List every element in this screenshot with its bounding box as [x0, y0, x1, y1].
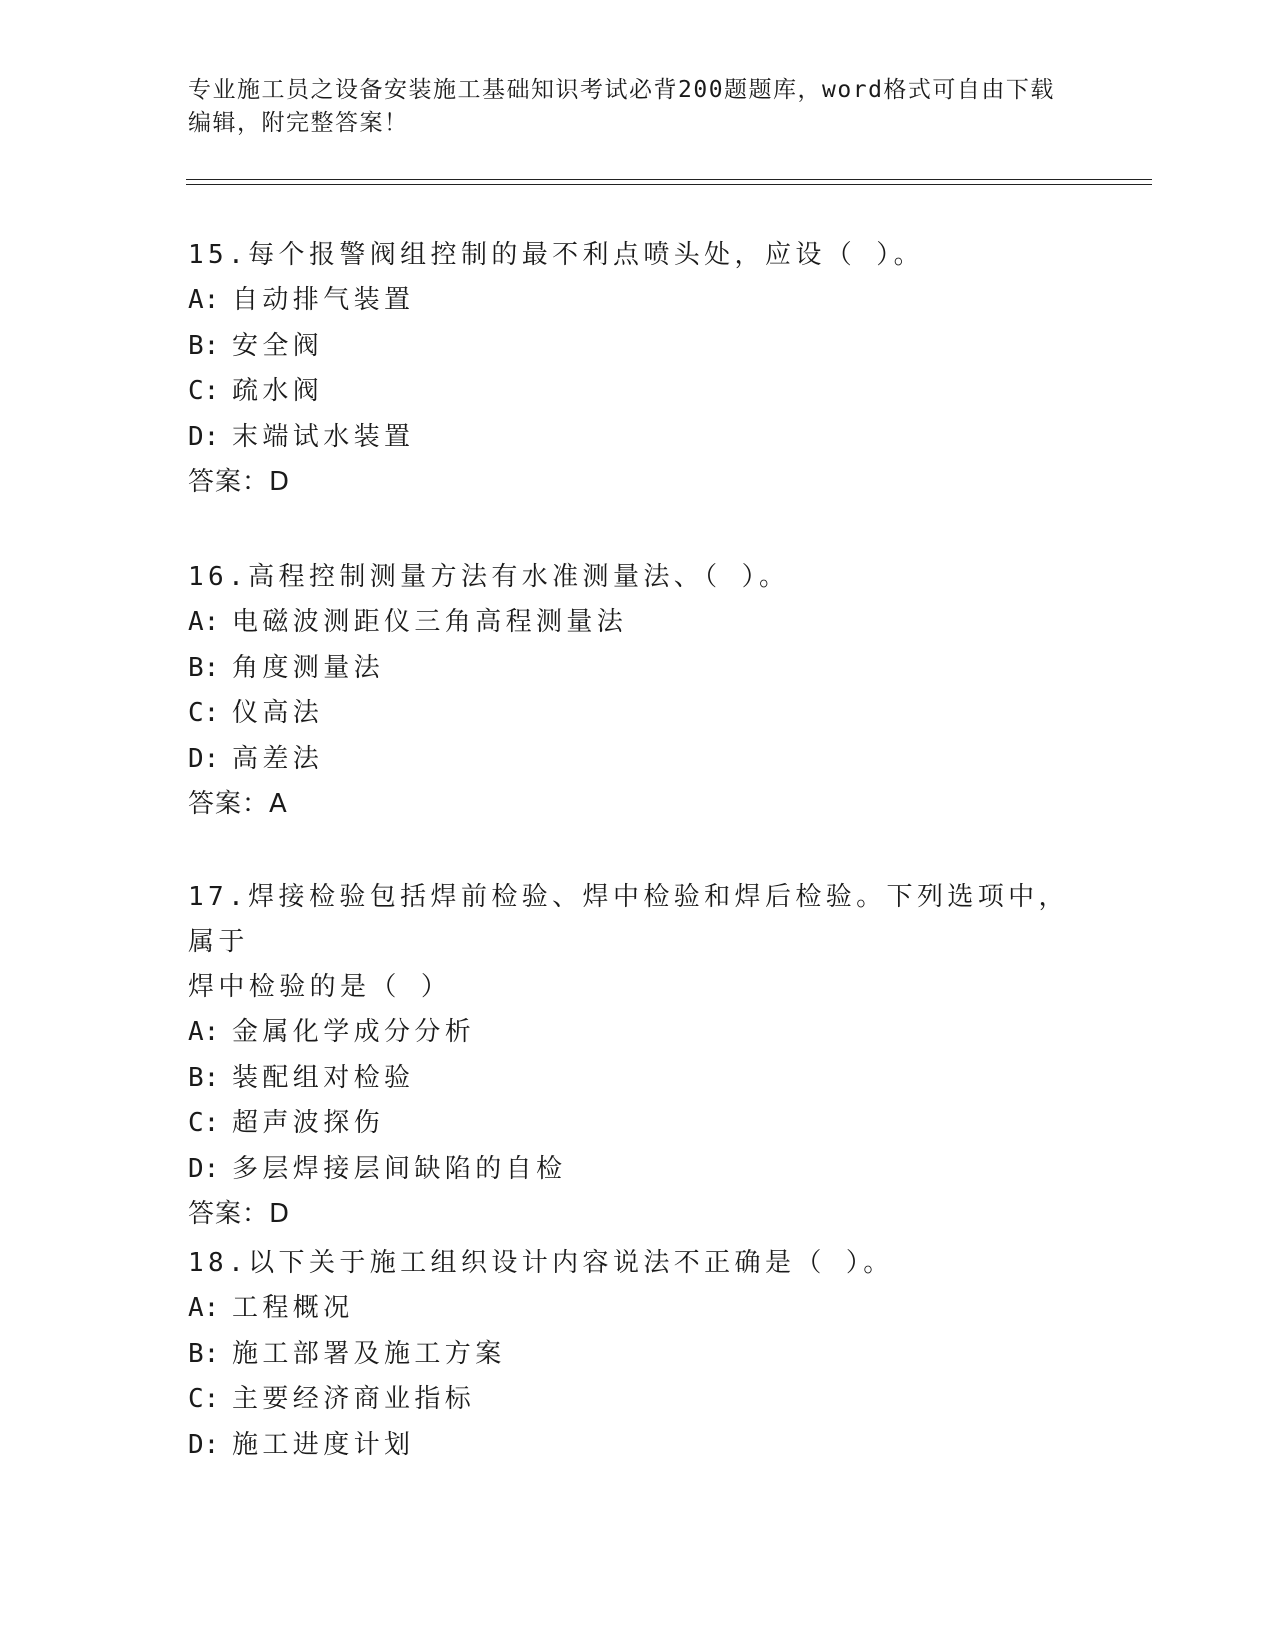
option-d — [188, 737, 1088, 783]
option-text: 施工部署及施工方案 — [232, 1338, 506, 1369]
option-text: 工程概况 — [232, 1293, 354, 1323]
answer-line: 答案：A — [188, 789, 288, 819]
option-text: 金属化学成分分析 — [232, 1017, 476, 1047]
option-c — [188, 1101, 1088, 1147]
option-key: B: — [188, 1338, 220, 1369]
option-key: D: — [188, 743, 220, 774]
option-b — [188, 1056, 1088, 1102]
document-header — [188, 74, 1088, 140]
option-text: 高差法 — [232, 743, 324, 774]
option-text: 疏水阀 — [232, 376, 324, 406]
option-key: C: — [188, 1384, 220, 1414]
option-text: 仪高法 — [232, 698, 324, 728]
question-title-line-1: 17.焊接检验包括焊前检验、焊中检验和焊后检验。下列选项中，属于 — [188, 882, 1069, 957]
option-b — [188, 324, 1088, 370]
option-text: 安全阀 — [232, 330, 324, 361]
option-key: B: — [188, 330, 220, 361]
option-c — [188, 369, 1088, 415]
option-key: D: — [188, 421, 220, 452]
option-key: A: — [188, 285, 220, 315]
option-d — [188, 1147, 1088, 1193]
option-text: 末端试水装置 — [232, 421, 415, 452]
option-key: D: — [188, 1429, 220, 1460]
option-key: A: — [188, 607, 220, 637]
option-text: 施工进度计划 — [232, 1429, 415, 1460]
option-key: A: — [188, 1293, 220, 1323]
option-c — [188, 691, 1088, 737]
option-a — [188, 278, 1088, 324]
question-title: 16.高程控制测量方法有水准测量法、（ ）。 — [188, 562, 790, 592]
option-b — [188, 646, 1088, 692]
question-15 — [188, 233, 1088, 505]
header-line-2: 编辑，附完整答案！ — [188, 110, 409, 136]
option-key: B: — [188, 1062, 220, 1093]
header-line-1: 专业施工员之设备安装施工基础知识考试必背200题题库，word格式可自由下载 — [188, 77, 1055, 103]
option-key: D: — [188, 1153, 220, 1184]
question-17 — [188, 875, 1088, 1237]
question-18 — [188, 1241, 1088, 1468]
option-key: A: — [188, 1017, 220, 1047]
question-title: 15.每个报警阀组控制的最不利点喷头处，应设（ ）。 — [188, 240, 925, 270]
option-text: 主要经济商业指标 — [232, 1384, 476, 1414]
option-b — [188, 1332, 1088, 1378]
answer-line: 答案：D — [188, 1199, 291, 1229]
answer-line: 答案：D — [188, 467, 291, 497]
option-text: 角度测量法 — [232, 652, 385, 683]
option-text: 多层焊接层间缺陷的自检 — [232, 1153, 567, 1184]
option-key: B: — [188, 652, 220, 683]
question-title: 18.以下关于施工组织设计内容说法不正确是（ ）。 — [188, 1248, 894, 1278]
option-key: C: — [188, 376, 220, 406]
header-divider-top — [186, 179, 1152, 180]
option-a — [188, 1010, 1088, 1056]
header-divider-bottom — [186, 184, 1152, 185]
option-a — [188, 600, 1088, 646]
option-text: 电磁波测距仪三角高程测量法 — [232, 607, 628, 637]
option-key: C: — [188, 1108, 220, 1138]
option-text: 装配组对检验 — [232, 1062, 415, 1093]
option-a — [188, 1286, 1088, 1332]
question-title-line-2: 焊中检验的是（ ） — [188, 972, 452, 1002]
option-d — [188, 415, 1088, 461]
option-d — [188, 1423, 1088, 1469]
option-text: 超声波探伤 — [232, 1108, 385, 1138]
option-c — [188, 1377, 1088, 1423]
option-text: 自动排气装置 — [232, 285, 415, 315]
question-16 — [188, 555, 1088, 827]
option-key: C: — [188, 698, 220, 728]
